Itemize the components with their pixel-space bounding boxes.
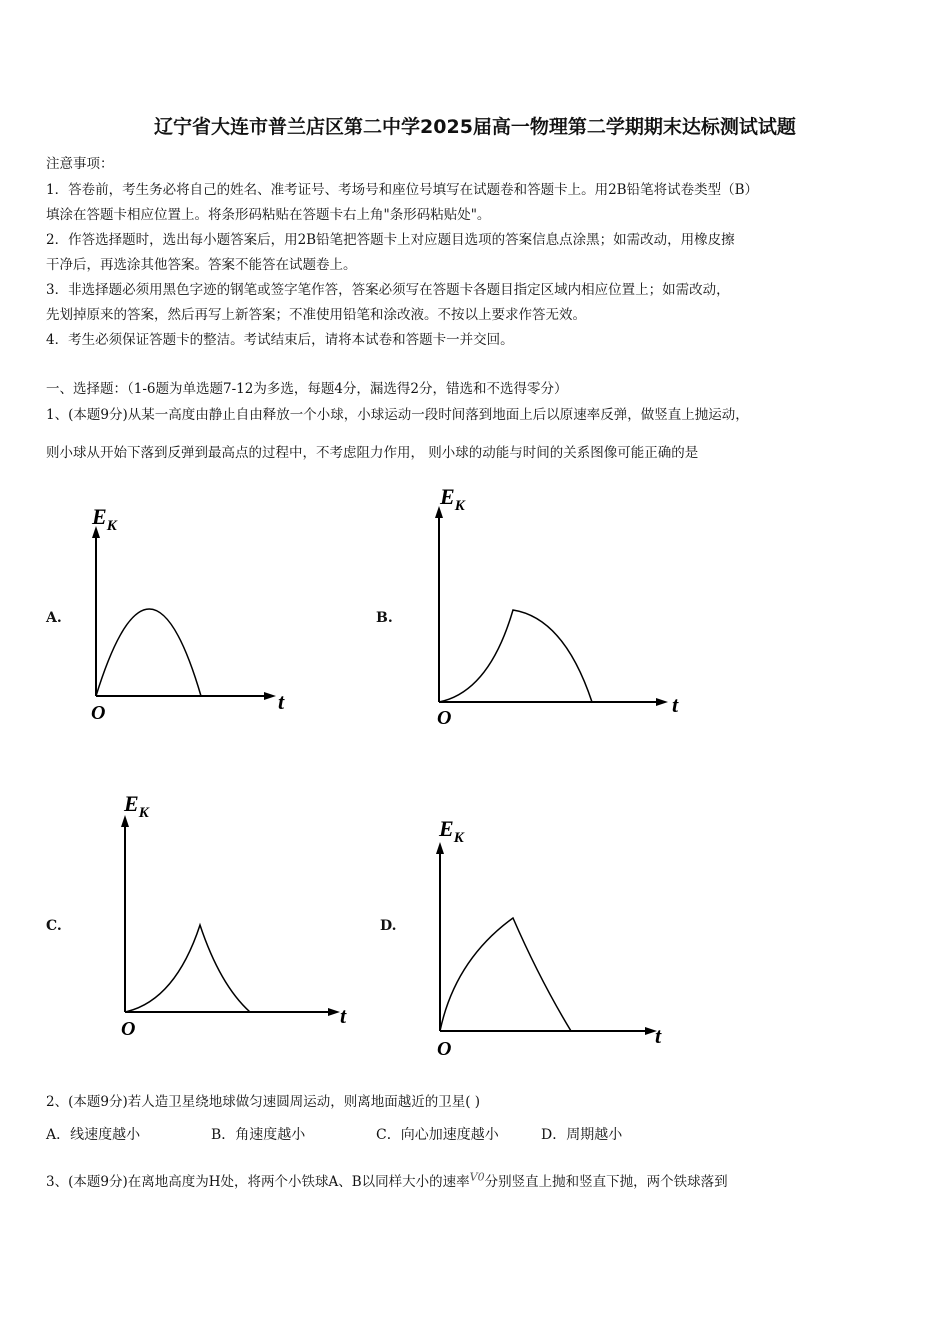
origin-label: O bbox=[91, 702, 106, 724]
graph-option-b bbox=[424, 478, 694, 728]
choice-a: A．线速度越小 bbox=[46, 1127, 141, 1143]
x-axis-label: t bbox=[340, 1003, 347, 1028]
choice-b: B．角速度越小 bbox=[211, 1127, 306, 1143]
notice-line: 先划掉原来的答案，然后再写上新答案；不准使用铅笔和涂改液。不按以上要求作答无效。 bbox=[46, 307, 586, 323]
option-d-label: D. bbox=[380, 918, 397, 934]
y-axis-label: $E_K$ bbox=[439, 816, 464, 846]
notice-line: 3．非选择题必须用黑色字迹的钢笔或签字笔作答，答案必须写在答题卡各题目指定区域内相应位置上；如需改动， bbox=[46, 282, 730, 298]
ek-curve bbox=[96, 609, 201, 696]
ek-curve bbox=[440, 918, 571, 1031]
option-c-label: C. bbox=[46, 918, 62, 934]
notice-line: 填涂在答题卡相应位置上。将条形码粘贴在答题卡右上角"条形码粘贴处"。 bbox=[46, 207, 491, 223]
question-1-text: 1、(本题9分)从某一高度由静止自由释放一个小球，小球运动一段时间落到地面上后以原速率反弹，做竖直上抛运动， bbox=[46, 407, 749, 423]
x-axis-arrow bbox=[264, 692, 276, 700]
notice-line: 1．答卷前，考生务必将自己的姓名、准考证号、考场号和座位号填写在试题卷和答题卡上。用2B铅笔将试卷类型（B） bbox=[46, 182, 759, 198]
v0-symbol: V0 bbox=[469, 1170, 485, 1184]
y-axis-label: $E_K$ bbox=[92, 504, 117, 534]
question-3-text bbox=[46, 1170, 728, 1190]
section-heading: 一、选择题：（1-6题为单选题7-12为多选，每题4分，漏选得2分，错选和不选得零分） bbox=[46, 381, 568, 397]
question-3-part1: 3、(本题9分)在离地高度为H处，将两个小铁球A、B以同样大小的速率 bbox=[46, 1174, 470, 1190]
origin-label: O bbox=[121, 1018, 136, 1040]
notice-line: 2．作答选择题时，选出每小题答案后，用2B铅笔把答题卡上对应题目选项的答案信息点涂黑；如需改动，用橡皮擦 bbox=[46, 232, 735, 248]
x-axis-label: t bbox=[655, 1023, 662, 1048]
question-2-choices bbox=[46, 1124, 622, 1144]
origin-label: O bbox=[437, 1038, 452, 1060]
page-title: 辽宁省大连市普兰店区第二中学2025届高一物理第二学期期末达标测试试题 bbox=[154, 116, 796, 138]
question-3-part2: 分别竖直上抛和竖直下抛，两个铁球落到 bbox=[484, 1174, 728, 1190]
x-axis-arrow bbox=[328, 1008, 340, 1016]
option-b-label: B. bbox=[376, 610, 393, 626]
choice-d: D．周期越小 bbox=[541, 1127, 623, 1143]
graph-option-d bbox=[425, 810, 685, 1060]
graph-option-a bbox=[80, 500, 310, 725]
notice-line: 4．考生必须保证答题卡的整洁。考试结束后，请将本试卷和答题卡一并交回。 bbox=[46, 332, 514, 348]
notice-heading: 注意事项： bbox=[46, 156, 114, 172]
y-axis-arrow bbox=[436, 842, 444, 854]
x-axis-arrow bbox=[656, 698, 668, 706]
question-2-text: 2、(本题9分)若人造卫星绕地球做匀速圆周运动，则离地面越近的卫星( ) bbox=[46, 1094, 481, 1110]
y-axis-label: $E_K$ bbox=[124, 791, 149, 821]
x-axis-label: t bbox=[672, 692, 679, 717]
y-axis-label: $E_K$ bbox=[440, 484, 465, 514]
choice-c: C．向心加速度越小 bbox=[376, 1127, 499, 1143]
x-axis-label: t bbox=[278, 689, 285, 714]
ek-curve bbox=[125, 925, 250, 1012]
question-1-text: 则小球从开始下落到反弹到最高点的过程中，不考虑阻力作用， 则小球的动能与时间的关系图像可能正确的是 bbox=[46, 445, 699, 461]
ek-curve bbox=[439, 610, 592, 702]
y-axis-arrow bbox=[121, 815, 129, 827]
notice-line: 干净后，再选涂其他答案。答案不能答在试题卷上。 bbox=[46, 257, 357, 273]
option-a-label: A. bbox=[46, 610, 62, 626]
origin-label: O bbox=[437, 707, 452, 729]
graph-option-c bbox=[110, 785, 360, 1040]
